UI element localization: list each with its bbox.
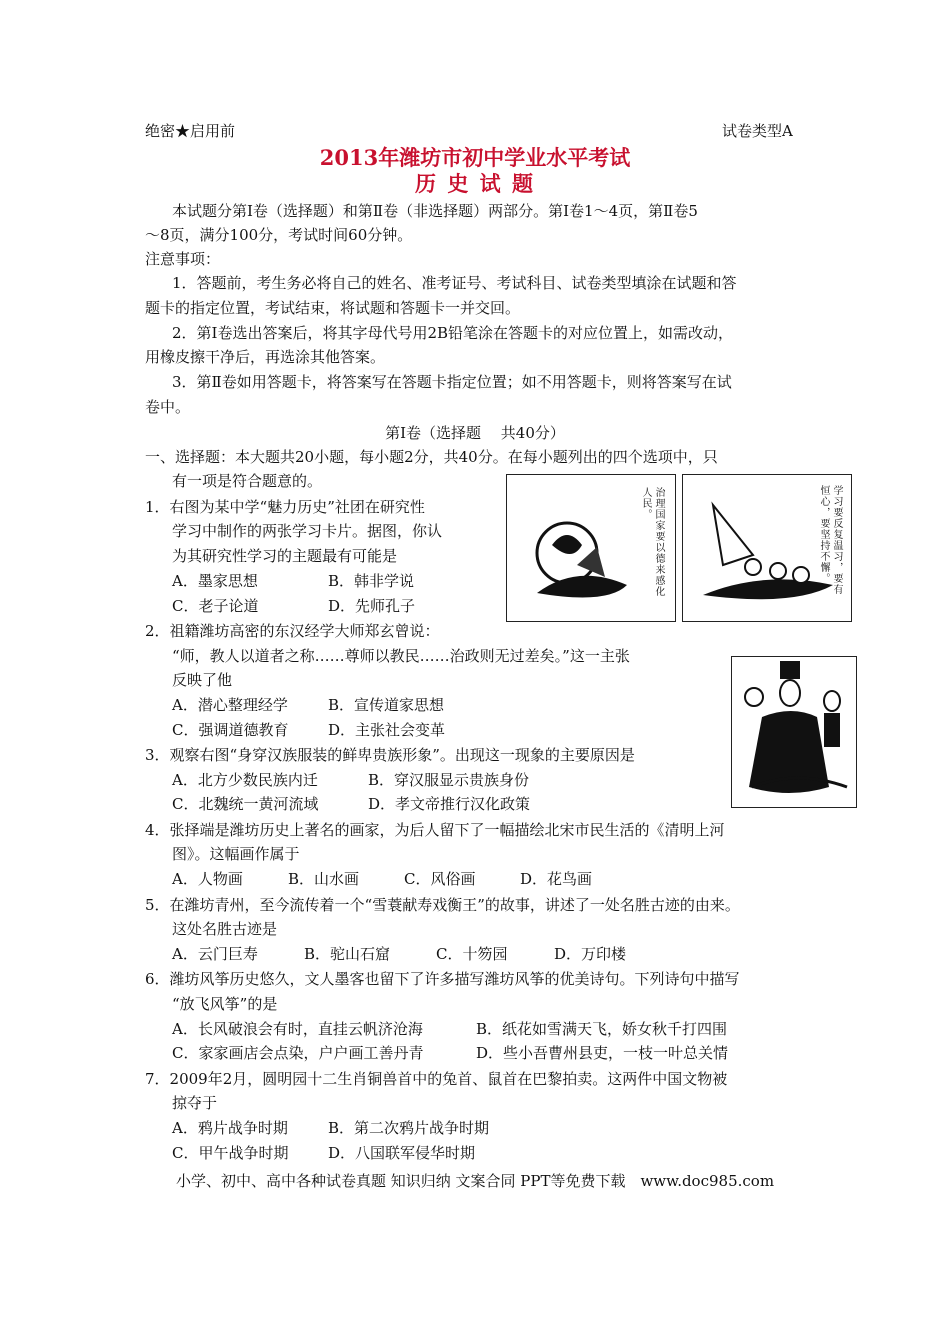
paper-type-label: 试卷类型A <box>722 122 793 140</box>
section-instr-2: 有一项是符合题意的。 <box>172 472 323 490</box>
q7-options-row1 <box>172 1117 489 1139</box>
q2-option-c[interactable]: C．强调道德教育 <box>172 721 289 739</box>
q2-stem-1: 2．祖籍潍坊高密的东汉经学大师郑玄曾说： <box>145 622 440 640</box>
q1-stem-3: 为其研究性学习的主题最有可能是 <box>172 547 398 565</box>
q1-options-row1 <box>172 570 414 592</box>
q5-option-a[interactable]: A．云门巨寿 <box>172 945 258 963</box>
q4-stem-1: 4．张择端是潍坊历史上著名的画家，为后人留下了一幅描绘北宋市民生活的《清明上河 <box>145 821 725 839</box>
note-3b: 卷中。 <box>145 398 191 416</box>
q1-option-c[interactable]: C．老子论道 <box>172 597 259 615</box>
q7-stem-2: 掠夺于 <box>172 1094 218 1112</box>
q7-option-b[interactable]: B．第二次鸦片战争时期 <box>328 1119 490 1137</box>
q2-stem-2: “师，教人以道者之称……尊师以教民……治政则无过差矣。”这一主张 <box>172 647 630 665</box>
q1-stem-1: 1．右图为某中学“魅力历史”社团在研究性 <box>145 498 425 516</box>
q4-stem-2: 图》。这幅画作属于 <box>172 845 300 863</box>
q7-option-a[interactable]: A．鸦片战争时期 <box>172 1119 288 1137</box>
notes-label: 注意事项： <box>145 250 221 268</box>
section-instr-1: 一、选择题：本大题共20小题，每小题2分，共40分。在每小题列出的四个选项中，只 <box>145 448 718 466</box>
q5-options <box>172 943 626 965</box>
q3-option-a[interactable]: A．北方少数民族内迁 <box>172 771 318 789</box>
q7-stem-1: 7．2009年2月，圆明园十二生肖铜兽首中的兔首、鼠首在巴黎拍卖。这两件中国文物被 <box>145 1070 728 1088</box>
intro-line-2: ～8页，满分100分，考试时间60分钟。 <box>145 226 413 244</box>
q2-option-a[interactable]: A．潜心整理经学 <box>172 696 288 714</box>
note-1b: 题卡的指定位置，考试结束，将试题和答题卡一并交回。 <box>145 299 521 317</box>
q6-stem-2: “放飞风筝”的是 <box>172 995 278 1013</box>
q6-options-row1 <box>172 1018 727 1040</box>
note-2b: 用橡皮擦干净后，再选涂其他答案。 <box>145 348 386 366</box>
q4-option-c[interactable]: C．风俗画 <box>404 870 476 888</box>
q2-option-b[interactable]: B．宣传道家思想 <box>328 696 445 714</box>
q3-options-row1 <box>172 769 529 791</box>
xianbei-noble-figure <box>731 656 857 808</box>
q3-option-d[interactable]: D．孝文帝推行汉化政策 <box>368 795 531 813</box>
xianbei-noble-illustration <box>732 657 856 807</box>
q2-option-d[interactable]: D．主张社会变革 <box>328 721 446 739</box>
study-card-2 <box>682 474 852 622</box>
card1-quote: 治理国家要以德来感化人民。 <box>640 487 664 597</box>
section-title: 第Ⅰ卷（选择题 共40分） <box>385 424 565 442</box>
q6-option-a[interactable]: A．长风破浪会有时，直挂云帆济沧海 <box>172 1020 423 1038</box>
q4-option-a[interactable]: A．人物画 <box>172 870 243 888</box>
q5-option-c[interactable]: C．十笏园 <box>436 945 508 963</box>
note-3a: 3．第Ⅱ卷如用答题卡，将答案写在答题卡指定位置；如不用答题卡，则将答案写在试 <box>172 373 732 391</box>
q1-options-row2 <box>172 595 415 617</box>
q2-stem-3: 反映了他 <box>172 671 233 689</box>
q4-option-d[interactable]: D．花鸟画 <box>520 870 593 888</box>
q3-option-c[interactable]: C．北魏统一黄河流域 <box>172 795 319 813</box>
note-1a: 1．答题前，考生务必将自己的姓名、准考证号、考试科目、试卷类型填涂在试题和答 <box>172 274 737 292</box>
q6-option-b[interactable]: B．纸花如雪满天飞，娇女秋千打四围 <box>476 1020 728 1038</box>
study-card-1 <box>506 474 676 622</box>
q3-options-row2 <box>172 793 530 815</box>
q6-option-c[interactable]: C．家家画店会点染，户户画工善丹青 <box>172 1044 424 1062</box>
exam-title: 2013年潍坊市初中学业水平考试 <box>319 145 631 170</box>
q2-options-row2 <box>172 719 445 741</box>
q1-option-a[interactable]: A．墨家思想 <box>172 572 258 590</box>
q5-option-b[interactable]: B．驼山石窟 <box>304 945 391 963</box>
footer-ad: 小学、初中、高中各种试卷真题 知识归纳 文案合同 PPT等免费下载 www.doc985.com <box>175 1172 775 1190</box>
confidential-label: 绝密★启用前 <box>145 122 236 140</box>
card2-quote: 学习要反复温习，要有恒心，要坚持不懈。 <box>818 485 842 595</box>
q2-options-row1 <box>172 694 444 716</box>
q6-stem-1: 6．潍坊风筝历史悠久，文人墨客也留下了许多描写潍坊风筝的优美诗句。下列诗句中描写 <box>145 970 740 988</box>
q5-stem-1: 5．在潍坊青州，至今流传着一个“雪蓑献寿戏衡王”的故事，讲述了一处名胜古迹的由来。 <box>145 896 740 914</box>
q5-stem-2: 这处名胜古迹是 <box>172 920 278 938</box>
note-2a: 2．第Ⅰ卷选出答案后，将其字母代号用2B铅笔涂在答题卡的对应位置上，如需改动， <box>172 324 734 342</box>
q6-options-row2 <box>172 1042 728 1064</box>
q1-option-b[interactable]: B．韩非学说 <box>328 572 415 590</box>
intro-line-1: 本试题分第Ⅰ卷（选择题）和第Ⅱ卷（非选择题）两部分。第Ⅰ卷1～4页，第Ⅱ卷5 <box>172 202 698 220</box>
q6-option-d[interactable]: D．些小吾曹州县吏，一枝一叶总关情 <box>476 1044 729 1062</box>
q5-option-d[interactable]: D．万印楼 <box>554 945 627 963</box>
q1-stem-2: 学习中制作的两张学习卡片。据图，你认 <box>172 522 443 540</box>
q3-option-b[interactable]: B．穿汉服显示贵族身份 <box>368 771 530 789</box>
q3-stem-1: 3．观察右图“身穿汉族服装的鲜卑贵族形象”。出现这一现象的主要原因是 <box>145 746 635 764</box>
q4-options <box>172 868 592 890</box>
q4-option-b[interactable]: B．山水画 <box>288 870 360 888</box>
q7-option-d[interactable]: D．八国联军侵华时期 <box>328 1144 476 1162</box>
q7-option-c[interactable]: C．甲午战争时期 <box>172 1144 289 1162</box>
q1-option-d[interactable]: D．先师孔子 <box>328 597 416 615</box>
exam-subject: 历 史 试 题 <box>415 171 535 196</box>
q7-options-row2 <box>172 1142 475 1164</box>
